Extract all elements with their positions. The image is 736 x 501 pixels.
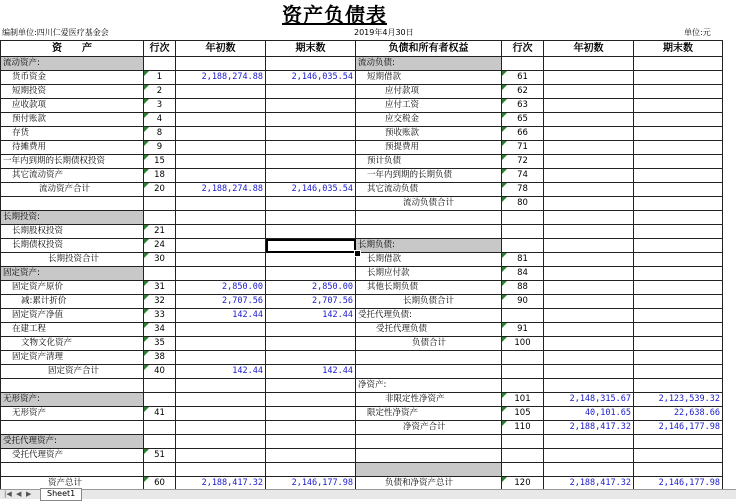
table-row	[1, 379, 723, 393]
asset-end-amount[interactable]	[266, 253, 356, 267]
table-row	[1, 337, 723, 351]
column-header[interactable]: 负债和所有者权益	[356, 41, 502, 57]
liability-end-amount[interactable]	[634, 267, 723, 281]
asset-begin-amount[interactable]	[176, 421, 266, 435]
asset-end-amount[interactable]	[266, 169, 356, 183]
liability-line-number[interactable]: 110	[502, 421, 544, 435]
liability-item[interactable]: 流动负债合计	[356, 197, 502, 211]
liability-line-number[interactable]: 71	[502, 141, 544, 155]
table-row	[1, 113, 723, 127]
liability-item[interactable]: 受托代理负债:	[356, 309, 502, 323]
asset-line-number[interactable]: 3	[144, 99, 176, 113]
liability-line-number[interactable]	[502, 463, 544, 477]
liability-line-number[interactable]	[502, 449, 544, 463]
table-row	[1, 421, 723, 435]
table-row	[1, 71, 723, 85]
liability-end-amount[interactable]	[634, 169, 723, 183]
asset-line-number[interactable]: 51	[144, 449, 176, 463]
asset-begin-amount[interactable]	[176, 57, 266, 71]
liability-end-amount[interactable]	[634, 57, 723, 71]
liability-item[interactable]	[356, 225, 502, 239]
asset-begin-amount[interactable]	[176, 379, 266, 393]
asset-item[interactable]: 受托代理资产	[1, 449, 144, 463]
liability-item[interactable]: 应付款项	[356, 85, 502, 99]
asset-line-number[interactable]: 2	[144, 85, 176, 99]
liability-end-amount[interactable]	[634, 435, 723, 449]
liability-line-number[interactable]: 90	[502, 295, 544, 309]
liability-end-amount[interactable]	[634, 225, 723, 239]
asset-end-amount[interactable]	[266, 421, 356, 435]
asset-section-header[interactable]: 受托代理资产:	[1, 435, 144, 449]
asset-item[interactable]	[1, 463, 144, 477]
asset-item[interactable]: 一年内到期的长期债权投资	[1, 155, 144, 169]
asset-end-amount[interactable]: 2,850.00	[266, 281, 356, 295]
asset-line-number[interactable]: 38	[144, 351, 176, 365]
asset-line-number[interactable]: 8	[144, 127, 176, 141]
asset-line-number[interactable]: 1	[144, 71, 176, 85]
liability-end-amount[interactable]	[634, 253, 723, 267]
liability-end-amount[interactable]	[634, 379, 723, 393]
liability-begin-amount[interactable]	[544, 225, 634, 239]
asset-end-amount[interactable]: 2,707.56	[266, 295, 356, 309]
asset-section-header[interactable]: 无形资产:	[1, 393, 144, 407]
table-row	[1, 57, 723, 71]
table-row	[1, 183, 723, 197]
asset-item[interactable]: 长期债权投资	[1, 239, 144, 253]
asset-end-amount[interactable]	[266, 351, 356, 365]
asset-line-number[interactable]: 35	[144, 337, 176, 351]
asset-item[interactable]: 固定资产清理	[1, 351, 144, 365]
asset-begin-amount[interactable]: 2,707.56	[176, 295, 266, 309]
table-row	[1, 351, 723, 365]
liability-line-number[interactable]	[502, 211, 544, 225]
liability-end-amount[interactable]	[634, 309, 723, 323]
asset-line-number[interactable]: 60	[144, 477, 176, 491]
header-row	[1, 41, 723, 57]
liability-end-amount[interactable]: 2,123,539.32	[634, 393, 723, 407]
asset-item[interactable]: 短期投资	[1, 85, 144, 99]
liability-end-amount[interactable]	[634, 99, 723, 113]
asset-end-amount[interactable]	[266, 323, 356, 337]
liability-end-amount[interactable]	[634, 337, 723, 351]
liability-line-number[interactable]: 74	[502, 169, 544, 183]
asset-item[interactable]: 待摊费用	[1, 141, 144, 155]
asset-line-number[interactable]	[144, 421, 176, 435]
liability-end-amount[interactable]	[634, 155, 723, 169]
liability-begin-amount[interactable]	[544, 323, 634, 337]
asset-end-amount[interactable]	[266, 337, 356, 351]
column-header[interactable]: 期末数	[634, 41, 723, 57]
report-date: 2019年4月30日	[354, 28, 414, 37]
liability-begin-amount[interactable]	[544, 85, 634, 99]
asset-item[interactable]: 流动资产合计	[1, 183, 144, 197]
liability-line-number[interactable]: 72	[502, 155, 544, 169]
asset-begin-amount[interactable]: 142.44	[176, 365, 266, 379]
asset-item[interactable]	[1, 379, 144, 393]
table-row	[1, 85, 723, 99]
asset-line-number[interactable]: 20	[144, 183, 176, 197]
table-row	[1, 323, 723, 337]
column-header[interactable]: 资 产	[1, 41, 144, 57]
asset-item[interactable]: 固定资产合计	[1, 365, 144, 379]
liability-item[interactable]: 净资产合计	[356, 421, 502, 435]
liability-item[interactable]: 长期负债合计	[356, 295, 502, 309]
asset-end-amount[interactable]	[266, 407, 356, 421]
table-row	[1, 99, 723, 113]
asset-begin-amount[interactable]	[176, 337, 266, 351]
liability-line-number[interactable]: 62	[502, 85, 544, 99]
liability-item[interactable]: 长期借款	[356, 253, 502, 267]
asset-item[interactable]: 货币资金	[1, 71, 144, 85]
asset-begin-amount[interactable]	[176, 127, 266, 141]
asset-begin-amount[interactable]	[176, 323, 266, 337]
liability-end-amount[interactable]	[634, 449, 723, 463]
asset-end-amount[interactable]	[266, 267, 356, 281]
liability-begin-amount[interactable]: 2,188,417.32	[544, 421, 634, 435]
asset-line-number[interactable]: 33	[144, 309, 176, 323]
asset-line-number[interactable]: 9	[144, 141, 176, 155]
asset-end-amount[interactable]: 142.44	[266, 365, 356, 379]
asset-end-amount[interactable]	[266, 225, 356, 239]
liability-line-number[interactable]: 81	[502, 253, 544, 267]
liability-item[interactable]	[356, 365, 502, 379]
asset-line-number[interactable]: 41	[144, 407, 176, 421]
liability-begin-amount[interactable]	[544, 365, 634, 379]
asset-end-amount[interactable]	[266, 239, 356, 253]
asset-begin-amount[interactable]	[176, 351, 266, 365]
liability-line-number[interactable]	[502, 379, 544, 393]
table-row	[1, 407, 723, 421]
asset-begin-amount[interactable]	[176, 449, 266, 463]
liability-begin-amount[interactable]	[544, 127, 634, 141]
asset-section-header[interactable]: 固定资产:	[1, 267, 144, 281]
liability-line-number[interactable]: 80	[502, 197, 544, 211]
liability-begin-amount[interactable]	[544, 379, 634, 393]
liability-item[interactable]: 负债合计	[356, 337, 502, 351]
asset-end-amount[interactable]	[266, 463, 356, 477]
asset-end-amount[interactable]	[266, 197, 356, 211]
asset-line-number[interactable]	[144, 435, 176, 449]
liability-item[interactable]	[356, 211, 502, 225]
table-row	[1, 435, 723, 449]
balance-sheet-table	[0, 40, 723, 491]
table-row	[1, 281, 723, 295]
asset-begin-amount[interactable]	[176, 197, 266, 211]
table-row	[1, 267, 723, 281]
asset-line-number[interactable]: 4	[144, 113, 176, 127]
liability-begin-amount[interactable]	[544, 113, 634, 127]
liability-begin-amount[interactable]	[544, 351, 634, 365]
liability-begin-amount[interactable]	[544, 281, 634, 295]
asset-end-amount[interactable]	[266, 113, 356, 127]
liability-begin-amount[interactable]	[544, 239, 634, 253]
asset-end-amount[interactable]	[266, 435, 356, 449]
liability-item[interactable]: 其他长期负债	[356, 281, 502, 295]
asset-end-amount[interactable]	[266, 393, 356, 407]
asset-begin-amount[interactable]: 2,850.00	[176, 281, 266, 295]
liability-line-number[interactable]: 105	[502, 407, 544, 421]
liability-section-header[interactable]: 长期负债:	[356, 239, 502, 253]
asset-item[interactable]: 减:累计折价	[1, 295, 144, 309]
asset-item[interactable]: 存货	[1, 127, 144, 141]
liability-item[interactable]: 短期借款	[356, 71, 502, 85]
liability-end-amount[interactable]	[634, 351, 723, 365]
asset-begin-amount[interactable]	[176, 267, 266, 281]
sheet-tab[interactable]: Sheet1	[40, 488, 82, 501]
liability-line-number[interactable]: 120	[502, 477, 544, 491]
liability-end-amount[interactable]	[634, 211, 723, 225]
asset-begin-amount[interactable]	[176, 169, 266, 183]
asset-item[interactable]: 文物文化资产	[1, 337, 144, 351]
asset-item[interactable]	[1, 421, 144, 435]
asset-begin-amount[interactable]: 2,188,274.88	[176, 71, 266, 85]
liability-item[interactable]: 预计负债	[356, 155, 502, 169]
liability-line-number[interactable]: 66	[502, 127, 544, 141]
liability-line-number[interactable]: 91	[502, 323, 544, 337]
table-row	[1, 141, 723, 155]
asset-end-amount[interactable]	[266, 211, 356, 225]
asset-item[interactable]: 固定资产净值	[1, 309, 144, 323]
liability-item[interactable]: 负债和净资产总计	[356, 477, 502, 491]
asset-line-number[interactable]: 34	[144, 323, 176, 337]
liability-begin-amount[interactable]	[544, 211, 634, 225]
liability-item[interactable]	[356, 449, 502, 463]
liability-item[interactable]: 预提费用	[356, 141, 502, 155]
liability-begin-amount[interactable]: 2,188,417.32	[544, 477, 634, 491]
liability-line-number[interactable]	[502, 435, 544, 449]
liability-item[interactable]: 长期应付款	[356, 267, 502, 281]
liability-end-amount[interactable]	[634, 295, 723, 309]
liability-end-amount[interactable]	[634, 365, 723, 379]
asset-begin-amount[interactable]	[176, 85, 266, 99]
asset-begin-amount[interactable]	[176, 155, 266, 169]
liability-line-number[interactable]: 78	[502, 183, 544, 197]
asset-line-number[interactable]	[144, 197, 176, 211]
asset-line-number[interactable]: 30	[144, 253, 176, 267]
table-row	[1, 225, 723, 239]
column-header[interactable]: 行次	[502, 41, 544, 57]
table-row	[1, 393, 723, 407]
column-header[interactable]: 行次	[144, 41, 176, 57]
liability-begin-amount[interactable]	[544, 71, 634, 85]
liability-begin-amount[interactable]	[544, 253, 634, 267]
liability-line-number[interactable]	[502, 309, 544, 323]
column-header[interactable]: 期末数	[266, 41, 356, 57]
table-row	[1, 463, 723, 477]
liability-begin-amount[interactable]	[544, 169, 634, 183]
asset-end-amount[interactable]: 2,146,177.98	[266, 477, 356, 491]
next-sheet-arrow-icon[interactable]: ▶	[26, 490, 32, 498]
asset-line-number[interactable]: 31	[144, 281, 176, 295]
liability-begin-amount[interactable]	[544, 99, 634, 113]
table-row	[1, 365, 723, 379]
asset-end-amount[interactable]	[266, 449, 356, 463]
asset-begin-amount[interactable]	[176, 211, 266, 225]
liability-line-number[interactable]: 61	[502, 71, 544, 85]
liability-line-number[interactable]: 65	[502, 113, 544, 127]
asset-line-number[interactable]	[144, 393, 176, 407]
asset-item[interactable]: 固定资产原价	[1, 281, 144, 295]
table-row	[1, 155, 723, 169]
table-row	[1, 295, 723, 309]
liability-end-amount[interactable]	[634, 463, 723, 477]
asset-item[interactable]: 资产总计	[1, 477, 144, 491]
liability-line-number[interactable]	[502, 225, 544, 239]
asset-begin-amount[interactable]	[176, 435, 266, 449]
table-row	[1, 309, 723, 323]
asset-end-amount[interactable]	[266, 141, 356, 155]
asset-begin-amount[interactable]: 142.44	[176, 309, 266, 323]
asset-line-number[interactable]	[144, 379, 176, 393]
asset-end-amount[interactable]: 142.44	[266, 309, 356, 323]
liability-item[interactable]: 净资产:	[356, 379, 502, 393]
asset-end-amount[interactable]: 2,146,035.54	[266, 183, 356, 197]
liability-end-amount[interactable]	[634, 127, 723, 141]
liability-item[interactable]: 非限定性净资产	[356, 393, 502, 407]
asset-line-number[interactable]: 18	[144, 169, 176, 183]
asset-line-number[interactable]	[144, 463, 176, 477]
liability-end-amount[interactable]	[634, 113, 723, 127]
liability-end-amount[interactable]	[634, 197, 723, 211]
asset-begin-amount[interactable]	[176, 253, 266, 267]
liability-item[interactable]: 应交税金	[356, 113, 502, 127]
liability-end-amount[interactable]: 22,638.66	[634, 407, 723, 421]
table-row	[1, 211, 723, 225]
asset-end-amount[interactable]	[266, 379, 356, 393]
liability-item[interactable]: 一年内到期的长期负债	[356, 169, 502, 183]
asset-line-number[interactable]: 15	[144, 155, 176, 169]
liability-line-number[interactable]: 63	[502, 99, 544, 113]
asset-begin-amount[interactable]	[176, 225, 266, 239]
liability-begin-amount[interactable]	[544, 155, 634, 169]
liability-begin-amount[interactable]	[544, 267, 634, 281]
liability-begin-amount[interactable]	[544, 449, 634, 463]
liability-item[interactable]: 限定性净资产	[356, 407, 502, 421]
liability-line-number[interactable]	[502, 57, 544, 71]
report-title-bar	[0, 0, 736, 26]
table-row	[1, 449, 723, 463]
liability-begin-amount[interactable]	[544, 295, 634, 309]
liability-begin-amount[interactable]	[544, 141, 634, 155]
liability-end-amount[interactable]: 2,146,177.98	[634, 477, 723, 491]
liability-line-number[interactable]	[502, 365, 544, 379]
table-row	[1, 253, 723, 267]
liability-begin-amount[interactable]	[544, 463, 634, 477]
liability-end-amount[interactable]	[634, 281, 723, 295]
liability-begin-amount[interactable]	[544, 183, 634, 197]
liability-begin-amount[interactable]: 2,148,315.67	[544, 393, 634, 407]
liability-section-header[interactable]	[356, 463, 502, 477]
asset-end-amount[interactable]	[266, 57, 356, 71]
column-header[interactable]: 年初数	[176, 41, 266, 57]
asset-item[interactable]: 长期投资合计	[1, 253, 144, 267]
table-row	[1, 197, 723, 211]
asset-begin-amount[interactable]	[176, 239, 266, 253]
liability-line-number[interactable]: 100	[502, 337, 544, 351]
liability-begin-amount[interactable]	[544, 57, 634, 71]
liability-section-header[interactable]: 流动负债:	[356, 57, 502, 71]
reporting-entity: 编制单位:四川仁爱医疗基金会	[2, 28, 109, 37]
liability-end-amount[interactable]: 2,146,177.98	[634, 421, 723, 435]
first-sheet-arrow-icon[interactable]: |◀	[4, 490, 12, 498]
liability-begin-amount[interactable]	[544, 337, 634, 351]
liability-item[interactable]	[356, 435, 502, 449]
liability-end-amount[interactable]	[634, 71, 723, 85]
liability-end-amount[interactable]	[634, 85, 723, 99]
liability-item[interactable]: 其它流动负债	[356, 183, 502, 197]
liability-item[interactable]	[356, 351, 502, 365]
asset-begin-amount[interactable]: 2,188,417.32	[176, 477, 266, 491]
liability-line-number[interactable]: 101	[502, 393, 544, 407]
liability-end-amount[interactable]	[634, 323, 723, 337]
asset-item[interactable]	[1, 197, 144, 211]
asset-begin-amount[interactable]	[176, 463, 266, 477]
currency-unit: 单位:元	[684, 28, 711, 37]
asset-line-number[interactable]: 21	[144, 225, 176, 239]
asset-end-amount[interactable]	[266, 155, 356, 169]
asset-end-amount[interactable]	[266, 127, 356, 141]
asset-end-amount[interactable]: 2,146,035.54	[266, 71, 356, 85]
asset-item[interactable]: 其它流动资产	[1, 169, 144, 183]
asset-begin-amount[interactable]	[176, 141, 266, 155]
table-row	[1, 169, 723, 183]
report-title: 资产负债表	[282, 3, 387, 27]
liability-item[interactable]: 应付工资	[356, 99, 502, 113]
asset-line-number[interactable]	[144, 57, 176, 71]
liability-end-amount[interactable]	[634, 183, 723, 197]
prev-sheet-arrow-icon[interactable]: ◀	[16, 490, 22, 498]
liability-begin-amount[interactable]	[544, 435, 634, 449]
liability-item[interactable]: 预收账款	[356, 127, 502, 141]
asset-line-number[interactable]	[144, 267, 176, 281]
asset-item[interactable]: 无形资产	[1, 407, 144, 421]
table-row	[1, 239, 723, 253]
column-header[interactable]: 年初数	[544, 41, 634, 57]
asset-item[interactable]: 应收款项	[1, 99, 144, 113]
asset-section-header[interactable]: 流动资产:	[1, 57, 144, 71]
liability-begin-amount[interactable]: 40,101.65	[544, 407, 634, 421]
liability-begin-amount[interactable]	[544, 309, 634, 323]
liability-line-number[interactable]: 88	[502, 281, 544, 295]
asset-begin-amount[interactable]	[176, 393, 266, 407]
asset-line-number[interactable]	[144, 211, 176, 225]
asset-end-amount[interactable]	[266, 99, 356, 113]
asset-begin-amount[interactable]	[176, 407, 266, 421]
asset-item[interactable]: 长期股权投资	[1, 225, 144, 239]
liability-line-number[interactable]	[502, 239, 544, 253]
table-row	[1, 127, 723, 141]
liability-line-number[interactable]: 84	[502, 267, 544, 281]
liability-end-amount[interactable]	[634, 141, 723, 155]
asset-line-number[interactable]: 40	[144, 365, 176, 379]
asset-begin-amount[interactable]	[176, 99, 266, 113]
asset-line-number[interactable]: 24	[144, 239, 176, 253]
asset-begin-amount[interactable]	[176, 113, 266, 127]
asset-item[interactable]: 在建工程	[1, 323, 144, 337]
liability-item[interactable]: 受托代理负债	[356, 323, 502, 337]
asset-begin-amount[interactable]: 2,188,274.88	[176, 183, 266, 197]
liability-end-amount[interactable]	[634, 239, 723, 253]
asset-end-amount[interactable]	[266, 85, 356, 99]
asset-line-number[interactable]: 32	[144, 295, 176, 309]
asset-item[interactable]: 预付账款	[1, 113, 144, 127]
liability-begin-amount[interactable]	[544, 197, 634, 211]
liability-line-number[interactable]	[502, 351, 544, 365]
fill-handle[interactable]	[354, 250, 361, 257]
asset-section-header[interactable]: 长期投资:	[1, 211, 144, 225]
